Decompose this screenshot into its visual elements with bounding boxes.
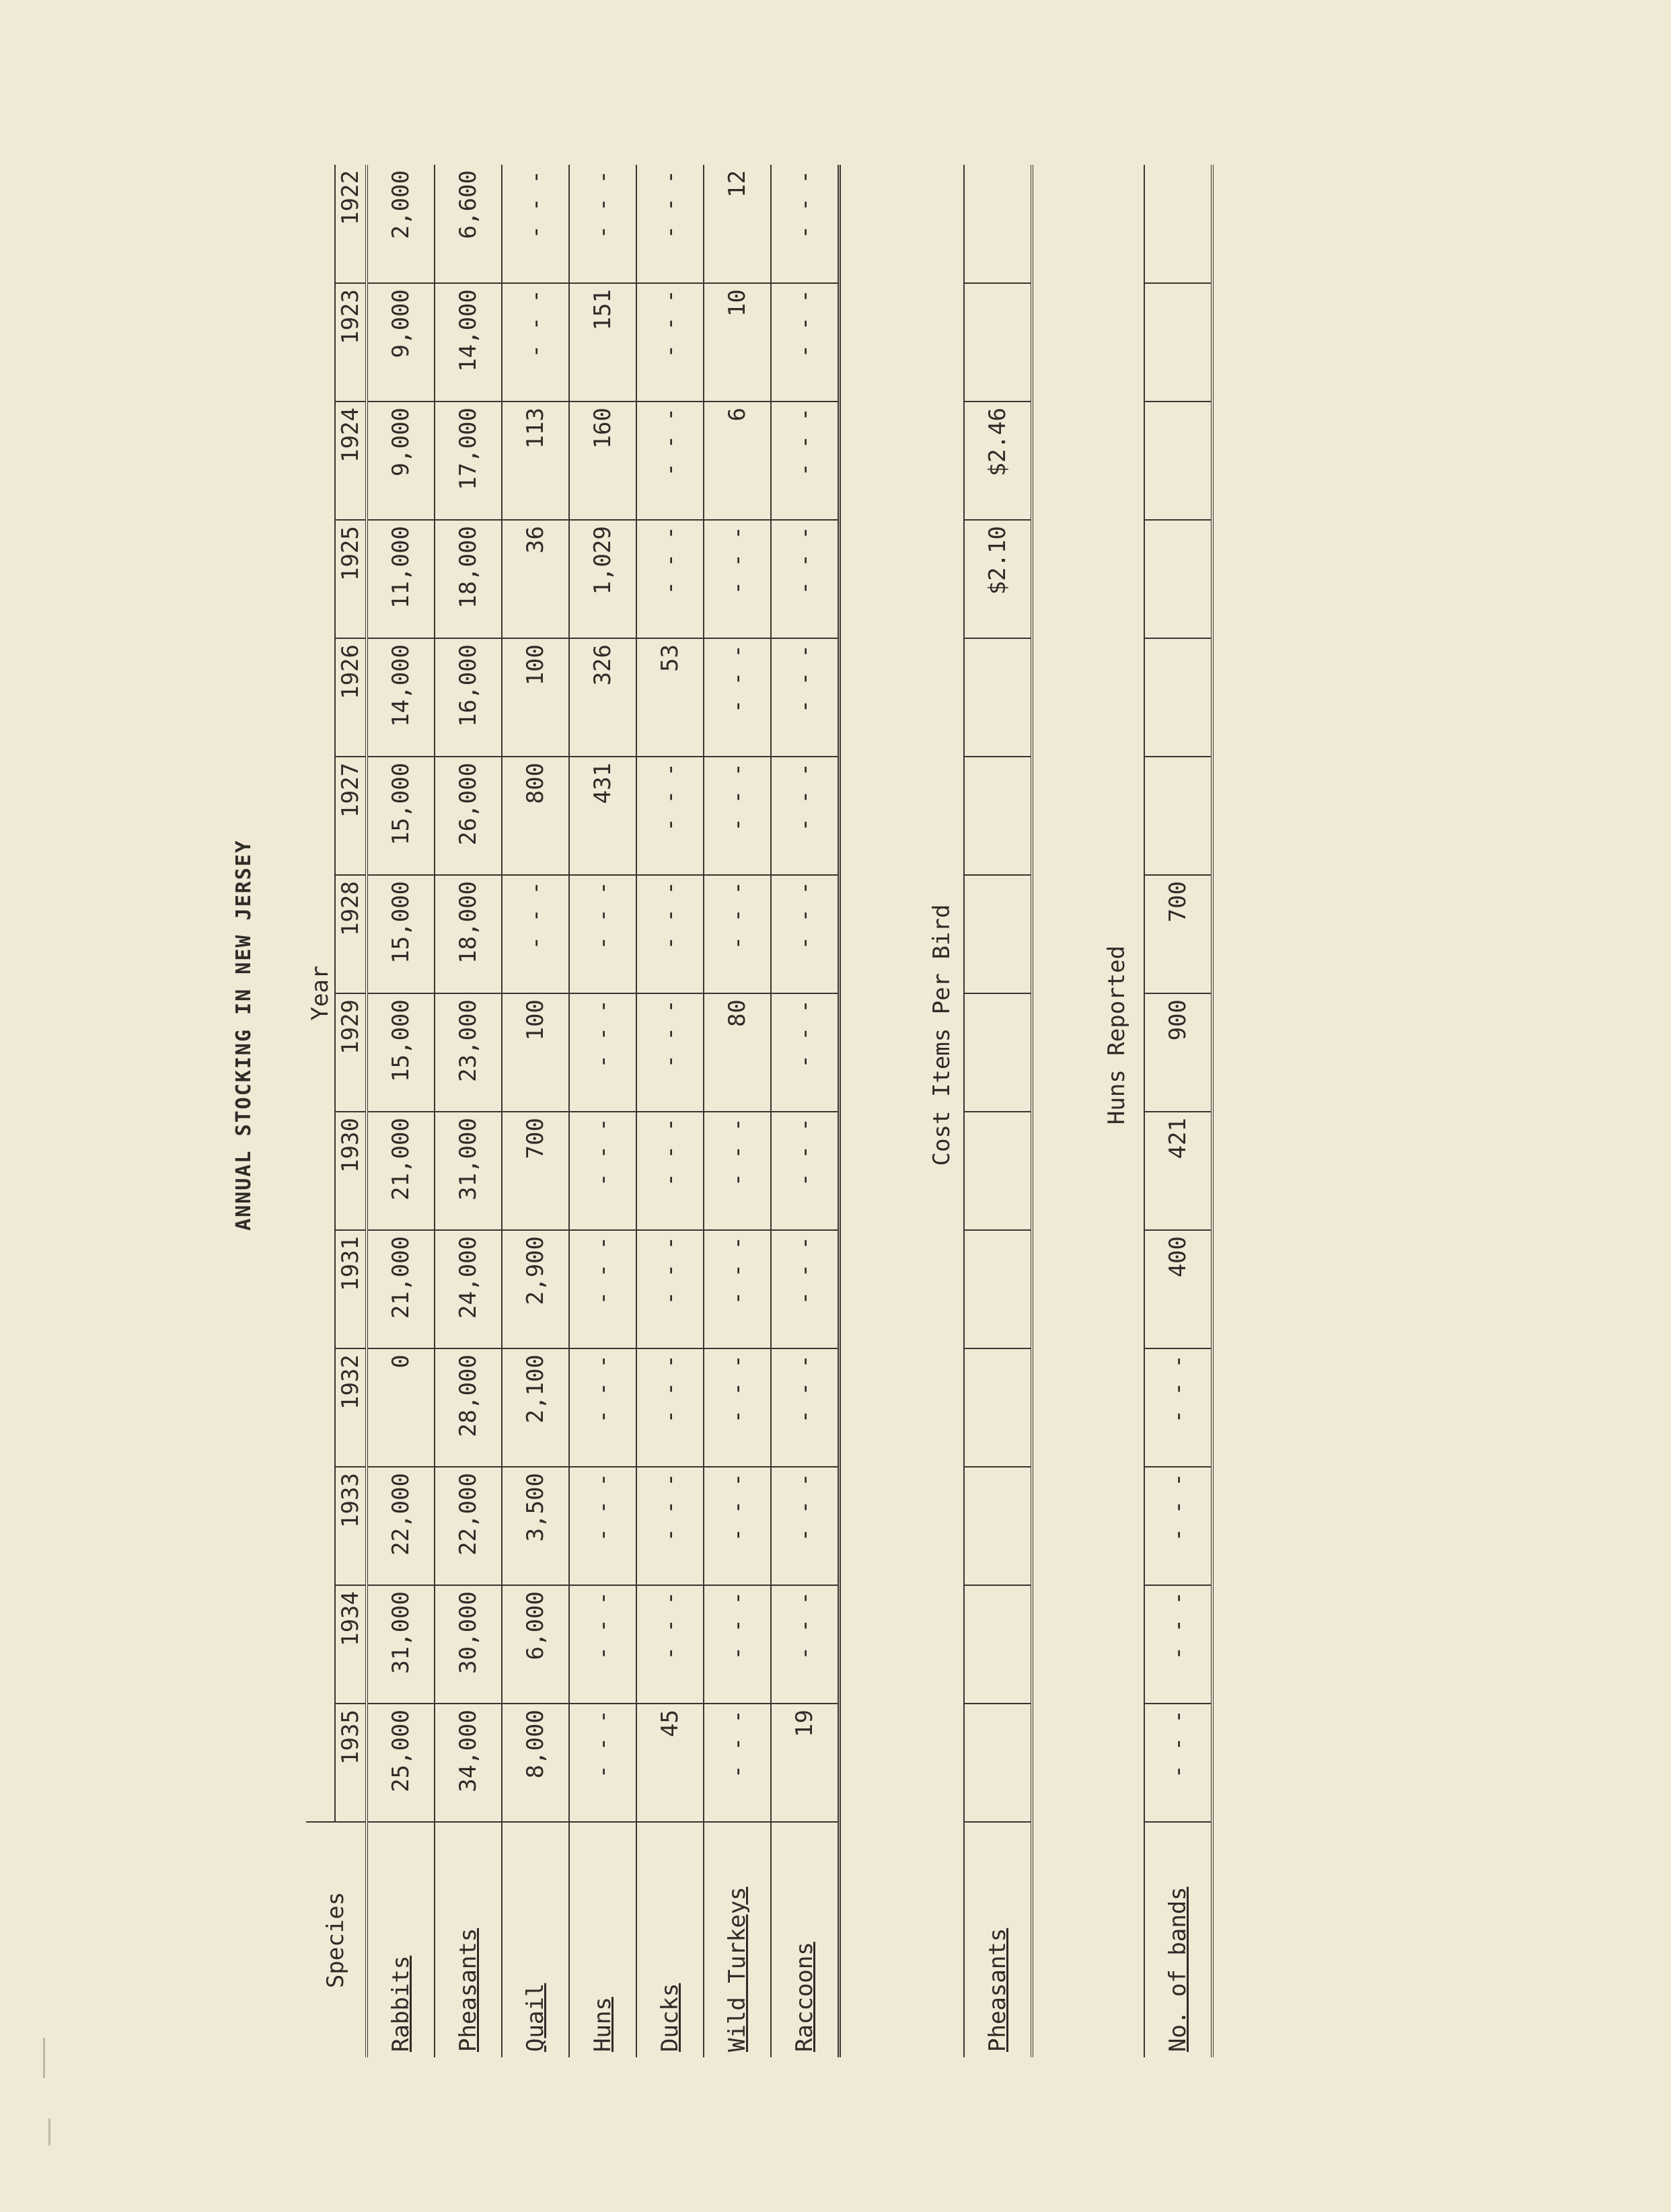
- value-cell: - - -: [502, 165, 569, 283]
- value-cell: 12: [704, 165, 771, 283]
- value-cell: 2,100: [502, 1348, 569, 1467]
- value-cell: 16,000: [435, 638, 502, 757]
- value-cell: [964, 283, 1032, 402]
- value-cell: 22,000: [435, 1467, 502, 1585]
- value-cell: $2.46: [964, 402, 1032, 520]
- value-cell: 8,000: [502, 1704, 569, 1822]
- value-cell: - - -: [771, 165, 840, 283]
- value-cell: 36: [502, 520, 569, 638]
- stocking-table-body: [367, 165, 840, 2057]
- year-header-cell: 1934: [335, 1585, 367, 1704]
- value-cell: - - -: [569, 1348, 636, 1467]
- value-cell: - - -: [636, 757, 704, 875]
- value-cell: 45: [636, 1704, 704, 1822]
- value-cell: - - -: [771, 1467, 840, 1585]
- value-cell: 6,000: [502, 1585, 569, 1704]
- value-cell: [1144, 283, 1212, 402]
- value-cell: 80: [704, 993, 771, 1112]
- value-cell: 23,000: [435, 993, 502, 1112]
- value-cell: 9,000: [367, 402, 435, 520]
- species-cell: Pheasants: [964, 1822, 1032, 2057]
- value-cell: [964, 1348, 1032, 1467]
- year-header-cell: 1922: [335, 165, 367, 283]
- species-cell: No. of bands: [1144, 1822, 1212, 2057]
- value-cell: - - -: [704, 1704, 771, 1822]
- huns-section-title: Huns Reported: [1103, 945, 1130, 1125]
- value-cell: 24,000: [435, 1230, 502, 1348]
- value-cell: - - -: [771, 638, 840, 757]
- table-row: [1144, 165, 1212, 2057]
- value-cell: [1144, 520, 1212, 638]
- value-cell: 11,000: [367, 520, 435, 638]
- value-cell: [1144, 757, 1212, 875]
- value-cell: - - -: [704, 1585, 771, 1704]
- value-cell: [964, 1467, 1032, 1585]
- value-cell: 151: [569, 283, 636, 402]
- value-cell: - - -: [771, 875, 840, 993]
- value-cell: - - -: [771, 1112, 840, 1230]
- year-header-cell: 1932: [335, 1348, 367, 1467]
- value-cell: 0: [367, 1348, 435, 1467]
- value-cell: - - -: [636, 875, 704, 993]
- value-cell: - - -: [636, 1112, 704, 1230]
- value-cell: 2,000: [367, 165, 435, 283]
- value-cell: 160: [569, 402, 636, 520]
- value-cell: - - -: [704, 1348, 771, 1467]
- species-cell: Quail: [502, 1822, 569, 2057]
- value-cell: - - -: [569, 993, 636, 1112]
- value-cell: - - -: [636, 402, 704, 520]
- table-row: [569, 165, 636, 2057]
- value-cell: - - -: [569, 1112, 636, 1230]
- value-cell: 6: [704, 402, 771, 520]
- year-group-header: Year: [306, 165, 335, 1822]
- value-cell: 431: [569, 757, 636, 875]
- value-cell: - - -: [636, 993, 704, 1112]
- value-cell: 800: [502, 757, 569, 875]
- value-cell: [1144, 402, 1212, 520]
- year-header-cell: 1935: [335, 1704, 367, 1822]
- value-cell: 700: [1144, 875, 1212, 993]
- year-header-cell: 1924: [335, 402, 367, 520]
- value-cell: - - -: [704, 1467, 771, 1585]
- year-header-cell: 1929: [335, 993, 367, 1112]
- value-cell: - - -: [636, 165, 704, 283]
- species-cell: Pheasants: [435, 1822, 502, 2057]
- table-row: [636, 165, 704, 2057]
- value-cell: 2,900: [502, 1230, 569, 1348]
- value-cell: 25,000: [367, 1704, 435, 1822]
- huns-table: [1144, 165, 1214, 2057]
- value-cell: [964, 1112, 1032, 1230]
- value-cell: - - -: [1144, 1585, 1212, 1704]
- value-cell: 400: [1144, 1230, 1212, 1348]
- value-cell: - - -: [771, 1585, 840, 1704]
- table-row: [771, 165, 840, 2057]
- year-header-cell: 1931: [335, 1230, 367, 1348]
- value-cell: 53: [636, 638, 704, 757]
- value-cell: - - -: [704, 1230, 771, 1348]
- value-cell: [1144, 165, 1212, 283]
- value-cell: [964, 1230, 1032, 1348]
- value-cell: 3,500: [502, 1467, 569, 1585]
- value-cell: - - -: [569, 1230, 636, 1348]
- value-cell: 326: [569, 638, 636, 757]
- value-cell: - - -: [771, 1230, 840, 1348]
- year-header-cell: 1933: [335, 1467, 367, 1585]
- value-cell: 100: [502, 993, 569, 1112]
- value-cell: 34,000: [435, 1704, 502, 1822]
- cost-table: [963, 165, 1033, 2057]
- stocking-table: [306, 165, 841, 2057]
- value-cell: 22,000: [367, 1467, 435, 1585]
- species-cell: Huns: [569, 1822, 636, 2057]
- value-cell: 14,000: [367, 638, 435, 757]
- value-cell: 17,000: [435, 402, 502, 520]
- value-cell: 21,000: [367, 1112, 435, 1230]
- value-cell: 18,000: [435, 875, 502, 993]
- value-cell: 19: [771, 1704, 840, 1822]
- value-cell: - - -: [704, 1112, 771, 1230]
- value-cell: - - -: [636, 283, 704, 402]
- value-cell: [964, 1704, 1032, 1822]
- year-header-row: [335, 165, 367, 2057]
- value-cell: 1,029: [569, 520, 636, 638]
- value-cell: - - -: [502, 875, 569, 993]
- year-header-cell: 1925: [335, 520, 367, 638]
- table-row: [502, 165, 569, 2057]
- value-cell: [964, 757, 1032, 875]
- document-title: ANNUAL STOCKING IN NEW JERSEY: [232, 839, 256, 1231]
- species-cell: Rabbits: [367, 1822, 435, 2057]
- value-cell: - - -: [569, 1704, 636, 1822]
- value-cell: - - -: [636, 1348, 704, 1467]
- huns-table-body: [1144, 165, 1212, 2057]
- value-cell: 9,000: [367, 283, 435, 402]
- value-cell: - - -: [502, 283, 569, 402]
- value-cell: - - -: [569, 1467, 636, 1585]
- value-cell: 700: [502, 1112, 569, 1230]
- table-row: [435, 165, 502, 2057]
- species-cell: Ducks: [636, 1822, 704, 2057]
- value-cell: - - -: [771, 757, 840, 875]
- value-cell: [964, 1585, 1032, 1704]
- value-cell: - - -: [569, 1585, 636, 1704]
- cost-table-body: [964, 165, 1032, 2057]
- value-cell: 31,000: [435, 1112, 502, 1230]
- value-cell: - - -: [771, 520, 840, 638]
- value-cell: [964, 638, 1032, 757]
- value-cell: [964, 993, 1032, 1112]
- value-cell: - - -: [569, 875, 636, 993]
- table-row: [964, 165, 1032, 2057]
- margin-mark: [43, 2038, 45, 2078]
- year-header-cell: 1930: [335, 1112, 367, 1230]
- value-cell: - - -: [636, 1230, 704, 1348]
- value-cell: 15,000: [367, 875, 435, 993]
- value-cell: - - -: [771, 993, 840, 1112]
- value-cell: 6,600: [435, 165, 502, 283]
- value-cell: 26,000: [435, 757, 502, 875]
- value-cell: - - -: [1144, 1704, 1212, 1822]
- value-cell: 31,000: [367, 1585, 435, 1704]
- value-cell: - - -: [569, 165, 636, 283]
- value-cell: - - -: [771, 1348, 840, 1467]
- value-cell: 113: [502, 402, 569, 520]
- value-cell: [964, 165, 1032, 283]
- table-row: [704, 165, 771, 2057]
- year-header-cell: 1923: [335, 283, 367, 402]
- value-cell: - - -: [771, 402, 840, 520]
- value-cell: 100: [502, 638, 569, 757]
- species-cell: Raccoons: [771, 1822, 840, 2057]
- value-cell: - - -: [704, 757, 771, 875]
- value-cell: 14,000: [435, 283, 502, 402]
- value-cell: 10: [704, 283, 771, 402]
- value-cell: - - -: [704, 875, 771, 993]
- species-cell: Wild Turkeys: [704, 1822, 771, 2057]
- value-cell: 18,000: [435, 520, 502, 638]
- value-cell: 28,000: [435, 1348, 502, 1467]
- value-cell: $2.10: [964, 520, 1032, 638]
- value-cell: 21,000: [367, 1230, 435, 1348]
- value-cell: 421: [1144, 1112, 1212, 1230]
- margin-mark: [48, 2119, 50, 2145]
- value-cell: - - -: [636, 1585, 704, 1704]
- year-header-cell: 1927: [335, 757, 367, 875]
- value-cell: - - -: [771, 283, 840, 402]
- value-cell: 30,000: [435, 1585, 502, 1704]
- year-header-cell: 1928: [335, 875, 367, 993]
- value-cell: 15,000: [367, 757, 435, 875]
- species-header: Species: [306, 1822, 367, 2057]
- value-cell: - - -: [1144, 1467, 1212, 1585]
- cost-section-title: Cost Items Per Bird: [928, 904, 955, 1166]
- value-cell: [964, 875, 1032, 993]
- value-cell: 900: [1144, 993, 1212, 1112]
- value-cell: 15,000: [367, 993, 435, 1112]
- value-cell: - - -: [1144, 1348, 1212, 1467]
- value-cell: [1144, 638, 1212, 757]
- value-cell: - - -: [636, 520, 704, 638]
- table-row: [367, 165, 435, 2057]
- value-cell: - - -: [704, 638, 771, 757]
- value-cell: - - -: [636, 1467, 704, 1585]
- value-cell: - - -: [704, 520, 771, 638]
- year-header-cell: 1926: [335, 638, 367, 757]
